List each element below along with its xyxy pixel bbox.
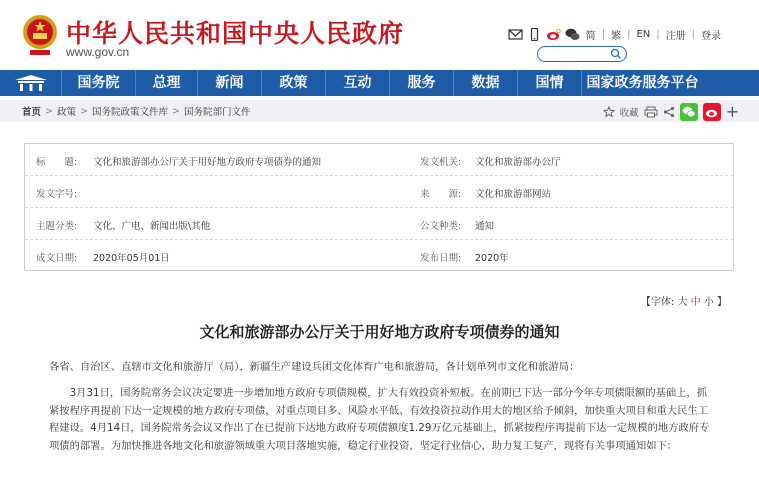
breadcrumb-bar <box>0 100 759 122</box>
meta-docno-label: 发文字号: <box>36 189 78 200</box>
breadcrumb-separator: > <box>171 105 180 117</box>
site-title[interactable]: 中华人民共和国中央人民政府 <box>66 19 405 48</box>
wechat-share-button[interactable] <box>680 103 698 121</box>
separator: | <box>691 29 695 40</box>
font-size-medium-button[interactable]: 中 <box>690 297 701 308</box>
site-url: www.gov.cn <box>66 45 130 59</box>
print-icon[interactable] <box>644 106 658 118</box>
meta-source-label: 来 源: <box>420 189 462 200</box>
breadcrumb-department-docs[interactable]: 国务院部门文件 <box>183 107 251 118</box>
meta-issuer-value: 文化和旅游部办公厅 <box>475 157 561 168</box>
font-size-open: 【字体: <box>640 297 675 308</box>
favorite-link[interactable]: 收藏 <box>619 107 639 119</box>
font-size-small-button[interactable]: 小 <box>703 297 714 308</box>
document-addressee: 各省、自治区、直辖市文化和旅游厅（局），新疆生产建设兵团文化体育广电和旅游局，各计划单列市文化和旅游局： <box>49 361 580 373</box>
search-input[interactable] <box>537 46 627 62</box>
document-metadata-table <box>24 143 734 271</box>
register-link[interactable]: 注册 <box>665 31 686 42</box>
document-title: 文化和旅游部办公厅关于用好地方政府专项债券的通知 <box>199 323 560 341</box>
meta-type-label: 公文种类: <box>420 221 462 232</box>
lang-simplified-link[interactable]: 简 <box>585 31 596 42</box>
meta-row <box>25 144 733 176</box>
mobile-icon[interactable] <box>527 28 542 41</box>
national-emblem-icon[interactable] <box>22 12 58 58</box>
breadcrumb-home[interactable]: 首页 <box>22 107 42 118</box>
search-icon[interactable] <box>610 48 622 60</box>
header-tools <box>508 27 723 42</box>
site-header <box>0 0 759 68</box>
mail-icon[interactable] <box>508 28 523 41</box>
weibo-icon <box>705 106 719 118</box>
nav-item-gov-service-platform[interactable]: 国家政务服务平台 <box>586 75 699 91</box>
nav-item-policy[interactable]: 政策 <box>262 70 326 96</box>
breadcrumb-separator: > <box>45 105 53 117</box>
weibo-icon[interactable] <box>546 28 561 41</box>
meta-issuer-label: 发文机关: <box>420 157 462 168</box>
meta-title-value: 文化和旅游部办公厅关于用好地方政府专项债券的通知 <box>93 157 322 168</box>
nav-item-services[interactable]: 服务 <box>390 70 454 96</box>
share-toolbar <box>603 102 739 121</box>
nav-item-national-conditions[interactable]: 国情 <box>518 70 582 96</box>
meta-topic-value: 文化、广电、新闻出版\其他 <box>93 221 211 232</box>
wechat-icon[interactable] <box>565 28 580 41</box>
nav-item-premier[interactable]: 总理 <box>136 70 198 96</box>
meta-title-label: 标 题: <box>36 157 78 168</box>
breadcrumb-policy[interactable]: 政策 <box>56 107 76 118</box>
separator: | <box>627 29 631 40</box>
font-size-large-button[interactable]: 大 <box>677 297 688 308</box>
breadcrumb <box>22 104 250 118</box>
font-size-switcher <box>641 293 727 308</box>
login-link[interactable]: 登录 <box>701 31 721 42</box>
meta-source-value: 文化和旅游部网站 <box>475 189 552 200</box>
meta-date-label: 成文日期: <box>36 253 78 264</box>
meta-date-value: 2020年05月01日 <box>93 253 170 264</box>
font-size-close: 】 <box>717 297 727 308</box>
share-icon[interactable] <box>663 106 675 118</box>
meta-row <box>25 176 733 208</box>
meta-pubdate-value: 2020年 <box>475 253 509 264</box>
meta-row <box>25 208 733 240</box>
meta-pubdate-label: 发布日期: <box>420 253 462 264</box>
lang-traditional-link[interactable]: 繁 <box>611 31 622 42</box>
lang-english-link[interactable]: EN <box>636 29 651 40</box>
nav-item-data[interactable]: 数据 <box>454 70 518 96</box>
nav-item-news[interactable]: 新闻 <box>198 70 262 96</box>
wechat-icon <box>682 106 696 118</box>
separator: | <box>656 29 660 40</box>
weibo-share-button[interactable] <box>703 103 721 121</box>
document-paragraph: 3月31日，国务院常务会议决定要进一步增加地方政府专项债规模，扩大有效投资补短板。在前期已下达一部分今年专项债限额的基础上，抓紧按程序再提前下达一定规模的地方政府专项债，对重点项目多、风险水平低、有效投资拉动作用大的地区给予倾斜，加快重大项目和重大民生工程建设。4月14日，国务院常务会议又作出了在已提前下达地方政府专项债额度1.29万亿元基础上，抓紧按程序再提前下达一定规模的地方政府专项债的部署。为加快推进各地文化和旅游领域重大项目落地实施，稳定行业投资，坚定行业信心，助力复工复产，现将有关事项通知如下： <box>49 387 710 452</box>
main-nav <box>0 70 759 96</box>
more-share-button[interactable]: + <box>725 102 739 121</box>
meta-topic-label: 主题分类: <box>36 221 78 232</box>
breadcrumb-policy-library[interactable]: 国务院政策文件库 <box>91 107 168 118</box>
meta-type-value: 通知 <box>475 221 495 232</box>
separator: | <box>601 29 606 40</box>
nav-item-state-council[interactable]: 国务院 <box>62 70 136 96</box>
star-icon[interactable] <box>603 106 615 118</box>
home-gate-icon[interactable] <box>0 70 62 96</box>
nav-item-interaction[interactable]: 互动 <box>326 70 390 96</box>
meta-row <box>25 240 733 272</box>
breadcrumb-separator: > <box>80 105 88 117</box>
